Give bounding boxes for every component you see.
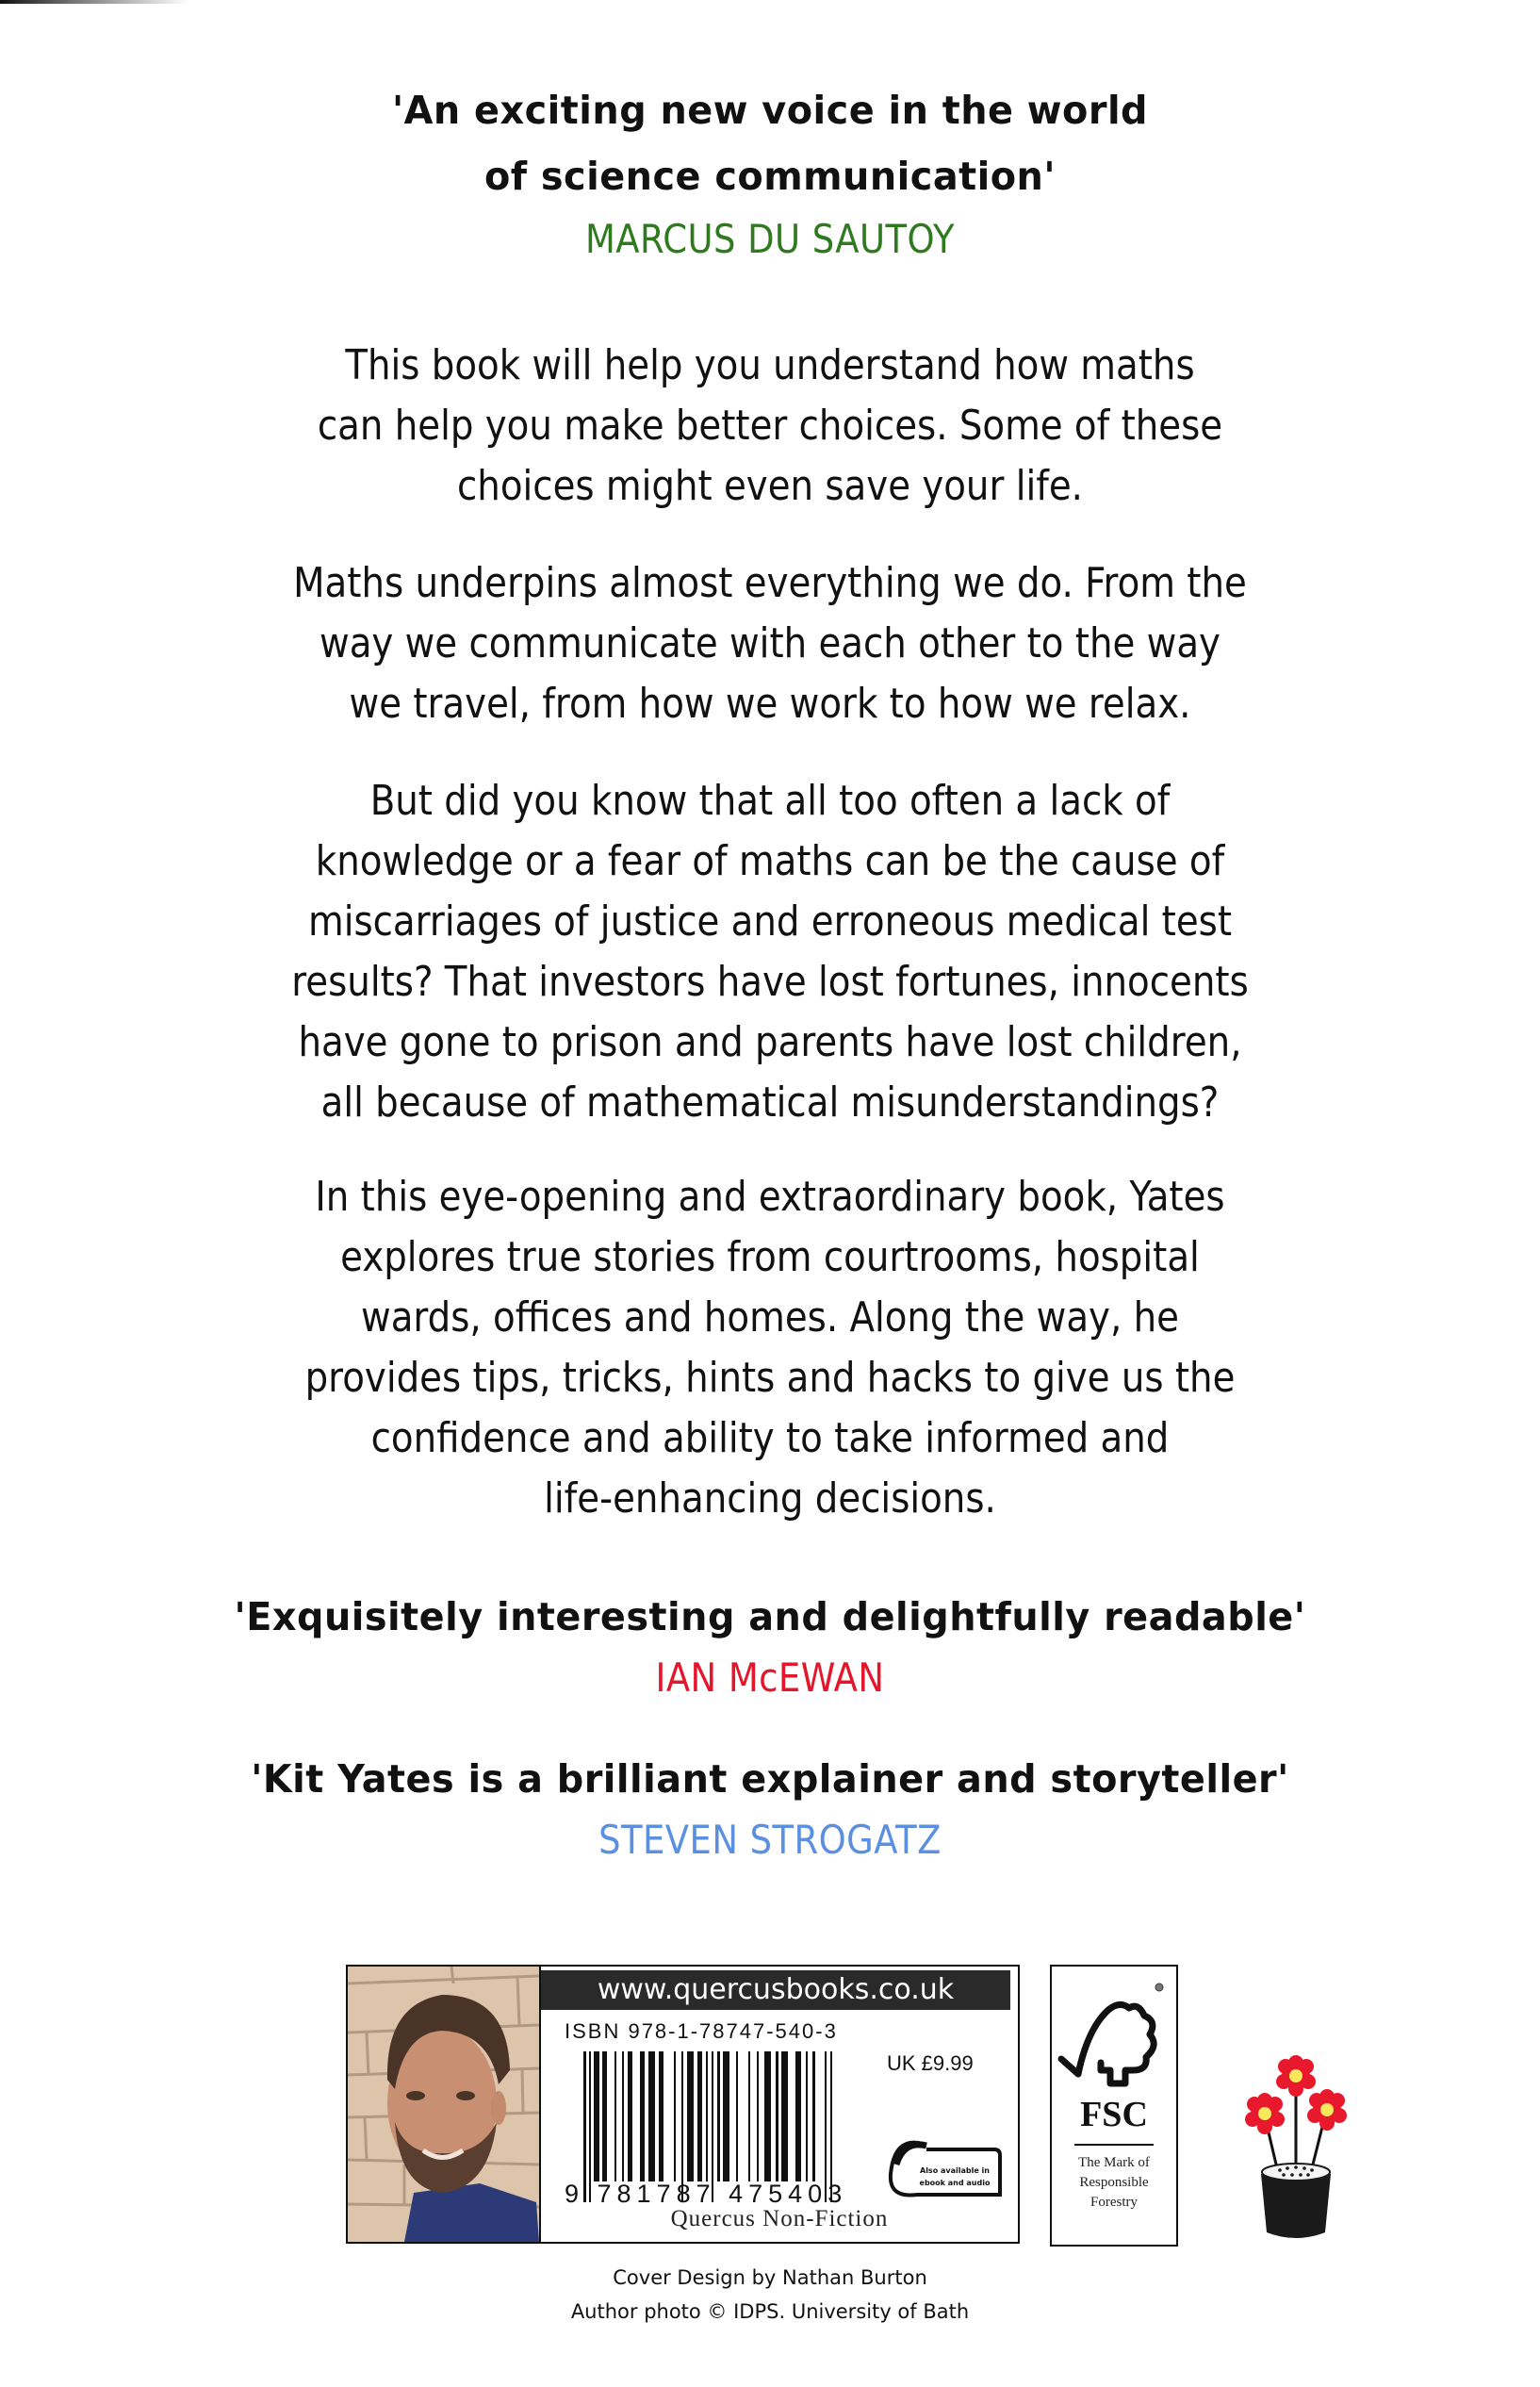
- quote-line: of science communication': [483, 154, 1057, 199]
- blurb-line: Maths underpins almost everything we do. From the: [293, 559, 1247, 607]
- author-photo: [348, 1967, 541, 2242]
- quote-text: [24, 1746, 1517, 1812]
- credit-line-design: Cover Design by Nathan Burton: [613, 2266, 927, 2289]
- blurb-line: This book will help you understand how maths: [345, 341, 1195, 389]
- flower-pot-logo-icon: [1244, 2055, 1348, 2244]
- blurb-line: way we communicate with each other to the way: [319, 619, 1221, 667]
- quote-marcus-du-sautoy: [0, 77, 1540, 268]
- ebook-badge-text: [913, 2165, 996, 2189]
- fsc-tagline-line: Responsible: [1079, 2175, 1149, 2190]
- blurb-line: In this eye-opening and extraordinary book, Yates: [315, 1173, 1225, 1221]
- quote-line: 'Kit Yates is a brilliant explainer and storyteller': [251, 1756, 1289, 1802]
- fsc-divider: [1074, 2144, 1154, 2146]
- blurb-line: But did you know that all too often a lack of: [369, 777, 1171, 825]
- fsc-tagline-line: The Mark of: [1078, 2155, 1150, 2170]
- blurb-line: miscarriages of justice and erroneous medical test: [307, 897, 1233, 946]
- blurb-line: life-enhancing decisions.: [544, 1474, 996, 1523]
- credit-line-photo: Author photo © IDPS. University of Bath: [570, 2300, 970, 2323]
- quote-ian-mcewan: [0, 1584, 1540, 1706]
- publisher-url: www.quercusbooks.co.uk: [541, 1970, 1010, 2010]
- fsc-name: FSC: [1080, 2095, 1148, 2134]
- imprint-label: Quercus Non-Fiction: [670, 2206, 889, 2231]
- quote-line: 'Exquisitely interesting and delightfully readable': [234, 1594, 1306, 1639]
- blurb-line: explores true stories from courtrooms, hospital: [340, 1233, 1200, 1281]
- blurb-line: we travel, from how we work to how we relax.: [349, 680, 1191, 728]
- barcode-digits: 9 781787 475403: [565, 2180, 848, 2208]
- blurb-line: knowledge or a fear of maths can be the cause of: [315, 837, 1225, 885]
- blurb-line: all because of mathematical misunderstandings?: [320, 1078, 1220, 1127]
- blurb-line: confidence and ability to take informed and: [370, 1414, 1170, 1462]
- quote-line: 'An exciting new voice in the world: [391, 88, 1149, 133]
- fsc-tree-icon: [1052, 1972, 1176, 2095]
- blurb-line: have gone to prison and parents have lost children,: [298, 1018, 1242, 1066]
- fsc-tagline-line: Forestry: [1090, 2195, 1138, 2210]
- blurb-paragraph-1: [0, 336, 1540, 517]
- cover-credits: [0, 2261, 1540, 2329]
- isbn-label: ISBN 978-1-78747-540-3: [565, 2019, 838, 2043]
- fsc-logo: [1050, 1965, 1178, 2247]
- quote-attribution: MARCUS DU SAUTOY: [584, 216, 956, 262]
- ebook-badge-line: ebook and audio: [919, 2179, 991, 2187]
- quote-steven-strogatz: [0, 1746, 1540, 1868]
- blurb-line: wards, offices and homes. Along the way, he: [361, 1293, 1179, 1342]
- author-photo-image: [348, 1967, 539, 2242]
- quote-attribution: STEVEN STROGATZ: [598, 1817, 942, 1863]
- quote-text: [24, 77, 1517, 209]
- quote-attribution: IAN McEWAN: [655, 1654, 885, 1701]
- page-edge-shadow: [0, 0, 188, 4]
- blurb-paragraph-2: [0, 553, 1540, 734]
- blurb-line: results? That investors have lost fortunes, innocents: [291, 958, 1249, 1006]
- ebook-badge-line: Also available in: [920, 2166, 990, 2175]
- quote-text: [24, 1584, 1517, 1650]
- price-label: UK £9.99: [887, 2051, 974, 2075]
- barcode-panel: [346, 1965, 1020, 2244]
- blurb-line: choices might even save your life.: [457, 462, 1083, 510]
- fsc-tagline: [1052, 2153, 1176, 2213]
- blurb-line: provides tips, tricks, hints and hacks to give us the: [304, 1354, 1236, 1402]
- blurb-paragraph-3: [0, 771, 1540, 1133]
- blurb-paragraph-4: [0, 1167, 1540, 1529]
- blurb-line: can help you make better choices. Some of these: [317, 402, 1223, 450]
